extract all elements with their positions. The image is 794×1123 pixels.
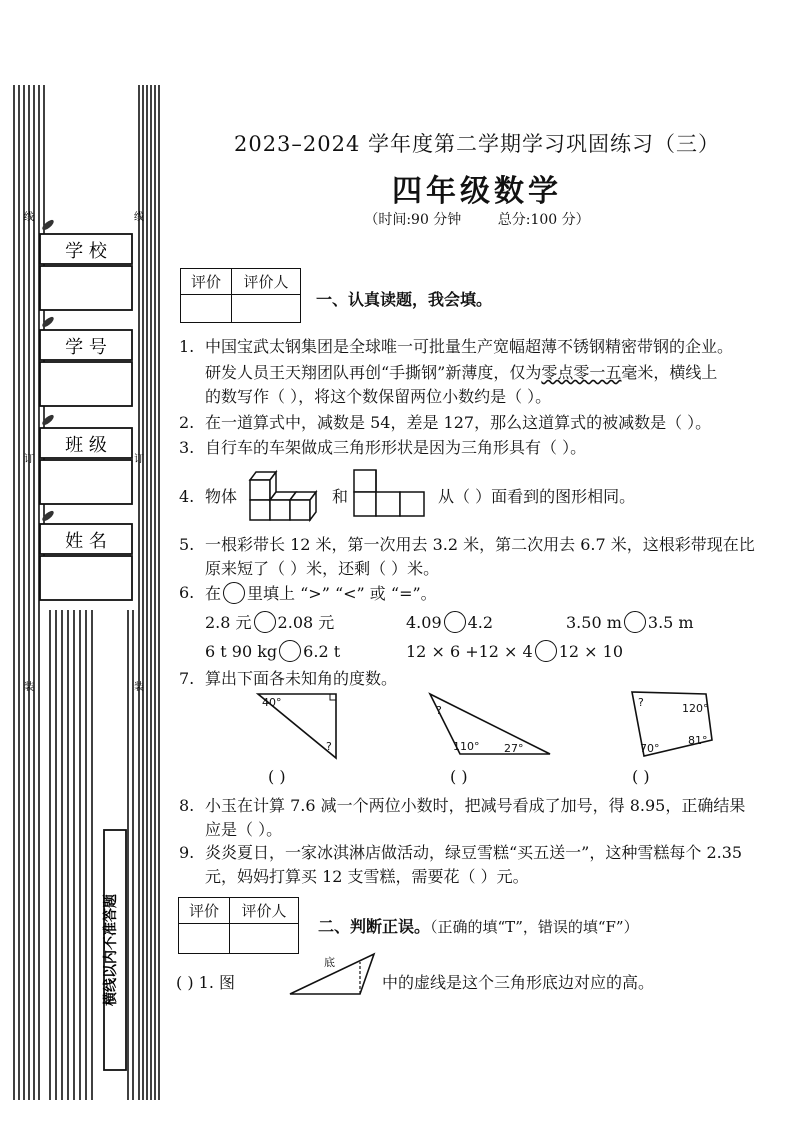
- question-7: 7. 算出下面各未知角的度数。: [179, 669, 398, 688]
- binding-mark-line-left: 线: [24, 212, 34, 223]
- exam-title: 2023–2024 学年度第二学期学习巩固练习（三）: [233, 132, 721, 156]
- question-3: 3. 自行车的车架做成三角形形状是因为三角形具有（ ）。: [179, 438, 587, 457]
- grade2-col2: 评价人: [230, 898, 299, 924]
- q4-rest: 从（ ）面看到的图形相同。: [438, 487, 636, 506]
- grade-box-1: [180, 268, 301, 323]
- section1-title: 一、认真读题，我会填。: [316, 290, 493, 309]
- grade-box-2: [178, 897, 299, 954]
- cube-figure-1: [242, 462, 332, 524]
- question-4: 4. 物体: [179, 487, 238, 506]
- angle-label-120: 120°: [682, 702, 709, 715]
- compare-circle-1[interactable]: [254, 611, 276, 633]
- question-9: 9. 炎炎夏日，一家冰淇淋店做活动，绿豆雪糕“买五送一”，这种雪糕每个 2.35 元，妈妈打算买 12 支雪糕，需要花（ ）元。: [179, 843, 743, 886]
- q7-blank-2[interactable]: ( ): [450, 767, 468, 786]
- name-input-box[interactable]: [40, 556, 132, 600]
- binding-mark-bind-left: 装: [24, 682, 34, 693]
- compare-circle: [223, 582, 245, 604]
- q7-blank-3[interactable]: ( ): [632, 767, 650, 786]
- q6-row2-a: 6 t 90 kg 6.2 t: [205, 642, 341, 661]
- obtuse-triangle: [430, 694, 550, 754]
- question-6: 6. 在 里填上 “>” “<” 或 “=”。: [179, 583, 437, 603]
- q6-row1-b: 4.09 4.2: [406, 613, 494, 632]
- exam-time: （时间:90 分钟: [364, 212, 462, 228]
- binding-sidebar: [0, 0, 160, 1123]
- wavy-number: 零点零一五: [541, 363, 622, 382]
- grade2-score-cell[interactable]: [179, 924, 230, 954]
- cube-figure-2: [350, 462, 436, 524]
- binding-mark-staple-right: 订: [134, 454, 144, 465]
- angle-label-110: 110°: [453, 740, 480, 753]
- school-label: 学 校: [65, 241, 107, 262]
- number-label: 学 号: [65, 337, 107, 358]
- class-input-box[interactable]: [40, 460, 132, 504]
- compare-circle-3[interactable]: [624, 611, 646, 633]
- angle-figures: [240, 690, 740, 765]
- triangle-figure: [286, 950, 380, 998]
- angle-label-81: 81°: [688, 734, 708, 747]
- judge-1-blank[interactable]: ( ) 1. 图: [176, 973, 236, 992]
- exam-info: [160, 209, 794, 229]
- name-label: 姓 名: [65, 531, 107, 552]
- class-label: 班 级: [65, 435, 107, 456]
- question-5: 5. 一根彩带长 12 米，第一次用去 3.2 米，第二次用去 6.7 米，这根彩带现在比 原来短了（ ）米，还剩（ ）米。: [179, 535, 755, 578]
- q7-blank-1[interactable]: ( ): [268, 767, 286, 786]
- section2-note: （正确的填“T”，错误的填“F”）: [430, 918, 639, 936]
- angle-label-40: 40°: [262, 696, 282, 709]
- angle-label-70: 70°: [640, 742, 660, 755]
- angle-label-27: 27°: [504, 742, 524, 755]
- q4-and: 和: [332, 487, 349, 506]
- grade-grader-cell[interactable]: [232, 295, 301, 323]
- compare-circle-5[interactable]: [535, 640, 557, 662]
- school-input-box[interactable]: [40, 266, 132, 310]
- section2-header: [318, 914, 639, 937]
- question-8: 8. 小玉在计算 7.6 减一个两位小数时，把减号看成了加号，得 8.95，正确结果 应是（ ）。: [179, 796, 746, 839]
- question-1: 1. 中国宝武太钢集团是全球唯一可批量生产宽幅超薄不锈钢精密带钢的企业。 研发人员王天翔团队再创“手撕钢”新薄度，仅为零点零一五毫米，横线上 的数写作（ ），将这个数保留两位小数约是（ ）。: [179, 337, 734, 406]
- q6-row1-c: 3.50 m 3.5 m: [566, 613, 694, 632]
- grade-col2: 评价人: [232, 269, 301, 295]
- compare-circle-2[interactable]: [444, 611, 466, 633]
- binding-mark-staple-left: 订: [24, 454, 34, 465]
- number-input-box[interactable]: [40, 362, 132, 406]
- angle-label-unknown-2: ?: [436, 704, 442, 717]
- q6-row1-a: 2.8 元 2.08 元: [205, 613, 335, 632]
- judge-1-text: 中的虚线是这个三角形底边对应的高。: [382, 973, 655, 992]
- grade2-col1: 评价: [179, 898, 230, 924]
- section2-title: 二、判断正误。: [318, 917, 431, 936]
- triangle-base-label: 底: [324, 956, 335, 969]
- no-answer-warning: 横线以内不准答题: [103, 894, 119, 1006]
- question-2: 2. 在一道算式中，减数是 54，差是 127，那么这道算式的被减数是（ ）。: [179, 413, 712, 432]
- grade2-grader-cell[interactable]: [230, 924, 299, 954]
- binding-mark-line-right: 线: [134, 212, 144, 223]
- exam-total: 总分:100 分）: [497, 212, 590, 228]
- binding-mark-bind-right: 装: [134, 682, 144, 693]
- q6-row2-b: 12 × 6 +12 × 4 12 × 10: [406, 642, 624, 661]
- compare-circle-4[interactable]: [279, 640, 301, 662]
- exam-subject: 四年级数学: [392, 174, 562, 209]
- angle-label-unknown-1: ?: [326, 740, 332, 753]
- grade-col1: 评价: [181, 269, 232, 295]
- grade-score-cell[interactable]: [181, 295, 232, 323]
- angle-label-unknown-3: ?: [638, 696, 644, 709]
